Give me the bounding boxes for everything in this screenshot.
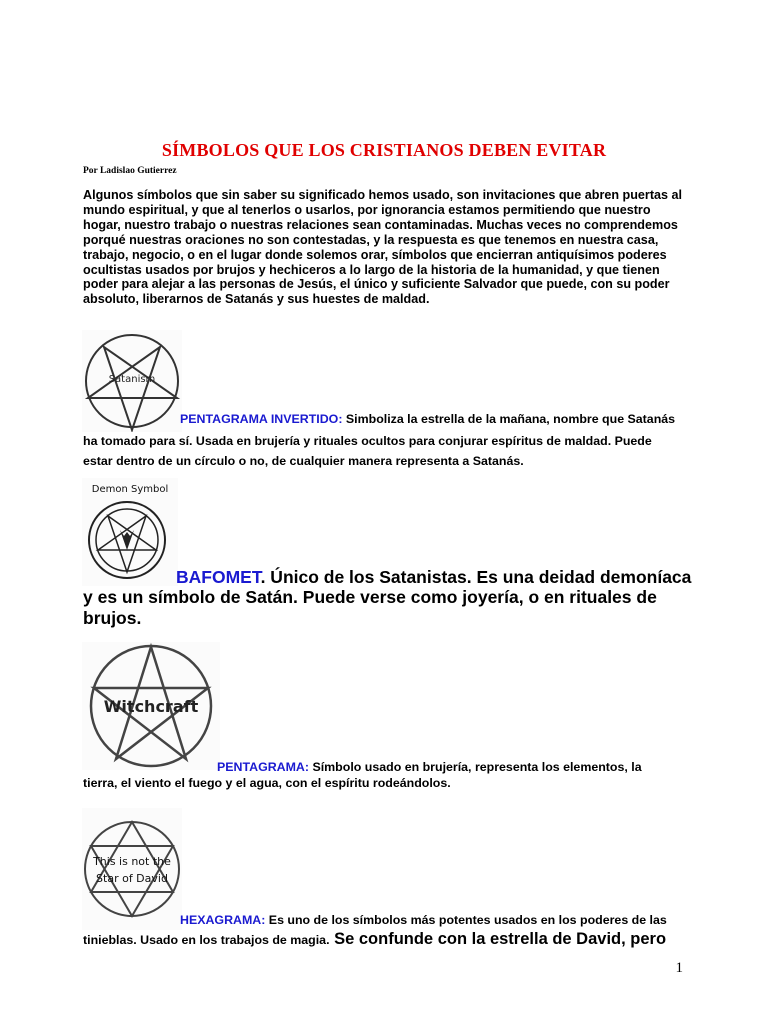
hexagram-label-2: Star of David: [96, 872, 168, 885]
author-line: Por Ladislao Gutierrez: [83, 166, 177, 176]
symbol-name: BAFOMET: [176, 567, 261, 587]
witchcraft-pentagram-image: [82, 642, 220, 770]
symbol-name: PENTAGRAMA INVERTIDO:: [180, 412, 343, 426]
intro-line: poder para alejar a las personas de Jesús, el único y suficiente Salvador que puede, con su poder: [83, 277, 670, 292]
symbol-text: . Único de los Satanistas. Es una deidad demoníaca: [260, 567, 692, 587]
pentagrama-invertido-line3: estar dentro de un círculo o no, de cualquier manera representa a Satanás.: [83, 454, 524, 468]
pentagrama-invertido-line2: ha tomado para sí. Usada en brujería y rituales ocultos para conjurar espíritus de maldad. Puede: [83, 434, 652, 448]
symbol-text: Es uno de los símbolos más potentes usados en los poderes de las: [265, 913, 667, 927]
symbol-name: HEXAGRAMA:: [180, 913, 266, 927]
symbol-text: tinieblas. Usado en los trabajos de magia.: [83, 933, 330, 947]
baphomet-image: [82, 478, 178, 586]
bafomet-line3: brujos.: [83, 608, 142, 628]
bafomet-line1: [176, 567, 691, 588]
intro-paragraph: [83, 188, 683, 307]
symbol-text: Simboliza la estrella de la mañana, nombre que Satanás: [342, 412, 676, 426]
baphomet-label: Demon Symbol: [91, 484, 169, 495]
intro-line: Algunos símbolos que sin saber su significado hemos usado, son invitaciones que abren puertas al: [83, 188, 683, 202]
inverted-pentagram-image: [82, 330, 182, 432]
pentagrama-invertido-line1: [180, 412, 675, 426]
witchcraft-label: Witchcraft: [103, 697, 199, 716]
pentagrama-line2: tierra, el viento el fuego y el agua, con el espíritu rodeándolos.: [83, 776, 451, 790]
symbol-name: PENTAGRAMA:: [217, 760, 310, 774]
symbol-text-large: Se confunde con la estrella de David, pero: [329, 930, 667, 948]
hexagram-image: [82, 808, 182, 930]
intro-line: trabajo, negocio, o en el lugar donde solemos orar, símbolos que encierran antiquísimos poderes: [83, 247, 667, 262]
intro-line: mundo espiritual, y que al tenerlos o usarlos, por ignorancia estamos permitiendo que nuestro: [83, 202, 651, 217]
page-number: 1: [675, 960, 683, 976]
page-title: SÍMBOLOS QUE LOS CRISTIANOS DEBEN EVITAR: [161, 140, 607, 160]
intro-line: ocultistas usados por brujos y hechiceros a lo largo de la historia de la humanidad, y que tienen: [83, 262, 660, 277]
bafomet-line2: y es un símbolo de Satán. Puede verse como joyería, o en rituales de: [83, 587, 657, 607]
intro-line: absoluto, liberarnos de Satanás y sus huestes de maldad.: [83, 292, 430, 307]
intro-line: porqué nuestras oraciones no son contestadas, y la respuesta es que tenemos en nuestra casa,: [83, 232, 659, 247]
hexagrama-line2: [83, 930, 666, 949]
symbol-text: Símbolo usado en brujería, representa los elementos, la: [309, 760, 642, 774]
hexagram-label-1: This is not the: [93, 855, 171, 868]
inverted-pentagram-label: Satanism: [108, 374, 156, 385]
intro-line: hogar, nuestro trabajo o nuestras relaciones sean contaminadas. Muchas veces no comprendemos: [83, 217, 678, 232]
pentagrama-line1: [217, 760, 642, 774]
hexagrama-line1: [180, 913, 667, 927]
